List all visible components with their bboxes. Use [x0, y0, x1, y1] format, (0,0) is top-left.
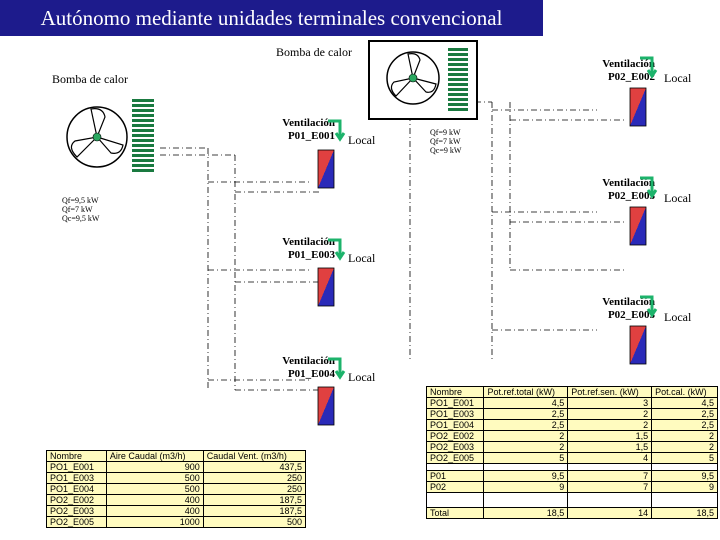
col-header: Aire Caudal (m3/h) [106, 451, 203, 462]
q-annotation-right: Qf=9 kW Qf=7 kW Qc=9 kW [430, 128, 462, 155]
table-row: PO1_E003 500 250 [47, 473, 306, 484]
table-row: PO2_E002 2 1,5 2 [427, 431, 718, 442]
table-header-row [47, 451, 306, 462]
col-header: Pot.ref.total (kW) [484, 387, 568, 398]
page-title: Autónomo mediante unidades terminales convencional [0, 0, 543, 36]
table-header-row [427, 387, 718, 398]
coil-fins [132, 99, 154, 172]
col-header: Pot.ref.sen. (kW) [568, 387, 652, 398]
table-row: PO1_E001 900 437,5 [47, 462, 306, 473]
table-row-floor: P01 9,5 7 9,5 [427, 471, 718, 482]
table-row-floor: P02 9 7 9 [427, 482, 718, 493]
fan-icon [67, 107, 127, 167]
table-row: PO2_E002 400 187,5 [47, 495, 306, 506]
col-header: Pot.cal. (kW) [652, 387, 718, 398]
power-table [426, 386, 718, 519]
table-row: PO2_E003 2 1,5 2 [427, 442, 718, 453]
q-annotation-left: Qf=9,5 kW Qf=7 kW Qc=9,5 kW [62, 196, 100, 223]
air-flow-table [46, 450, 306, 528]
table-row: PO1_E004 500 250 [47, 484, 306, 495]
heat-pump-label: Bomba de calor [52, 72, 128, 86]
col-header: Nombre [427, 387, 484, 398]
heat-pump-label: Bomba de calor [276, 45, 352, 59]
table-row-total: Total 18,5 14 18,5 [427, 508, 718, 519]
col-header: Caudal Vent. (m3/h) [203, 451, 305, 462]
table-row: PO1_E001 4,5 3 4,5 [427, 398, 718, 409]
table-row: PO1_E003 2,5 2 2,5 [427, 409, 718, 420]
table-row: PO2_E003 400 187,5 [47, 506, 306, 517]
heat-pump-unit [368, 40, 478, 120]
heat-pump-unit [55, 95, 165, 180]
col-header: Nombre [47, 451, 107, 462]
table-row: PO2_E005 5 4 5 [427, 453, 718, 464]
table-row: PO2_E005 1000 500 [47, 517, 306, 528]
table-row: PO1_E004 2,5 2 2,5 [427, 420, 718, 431]
